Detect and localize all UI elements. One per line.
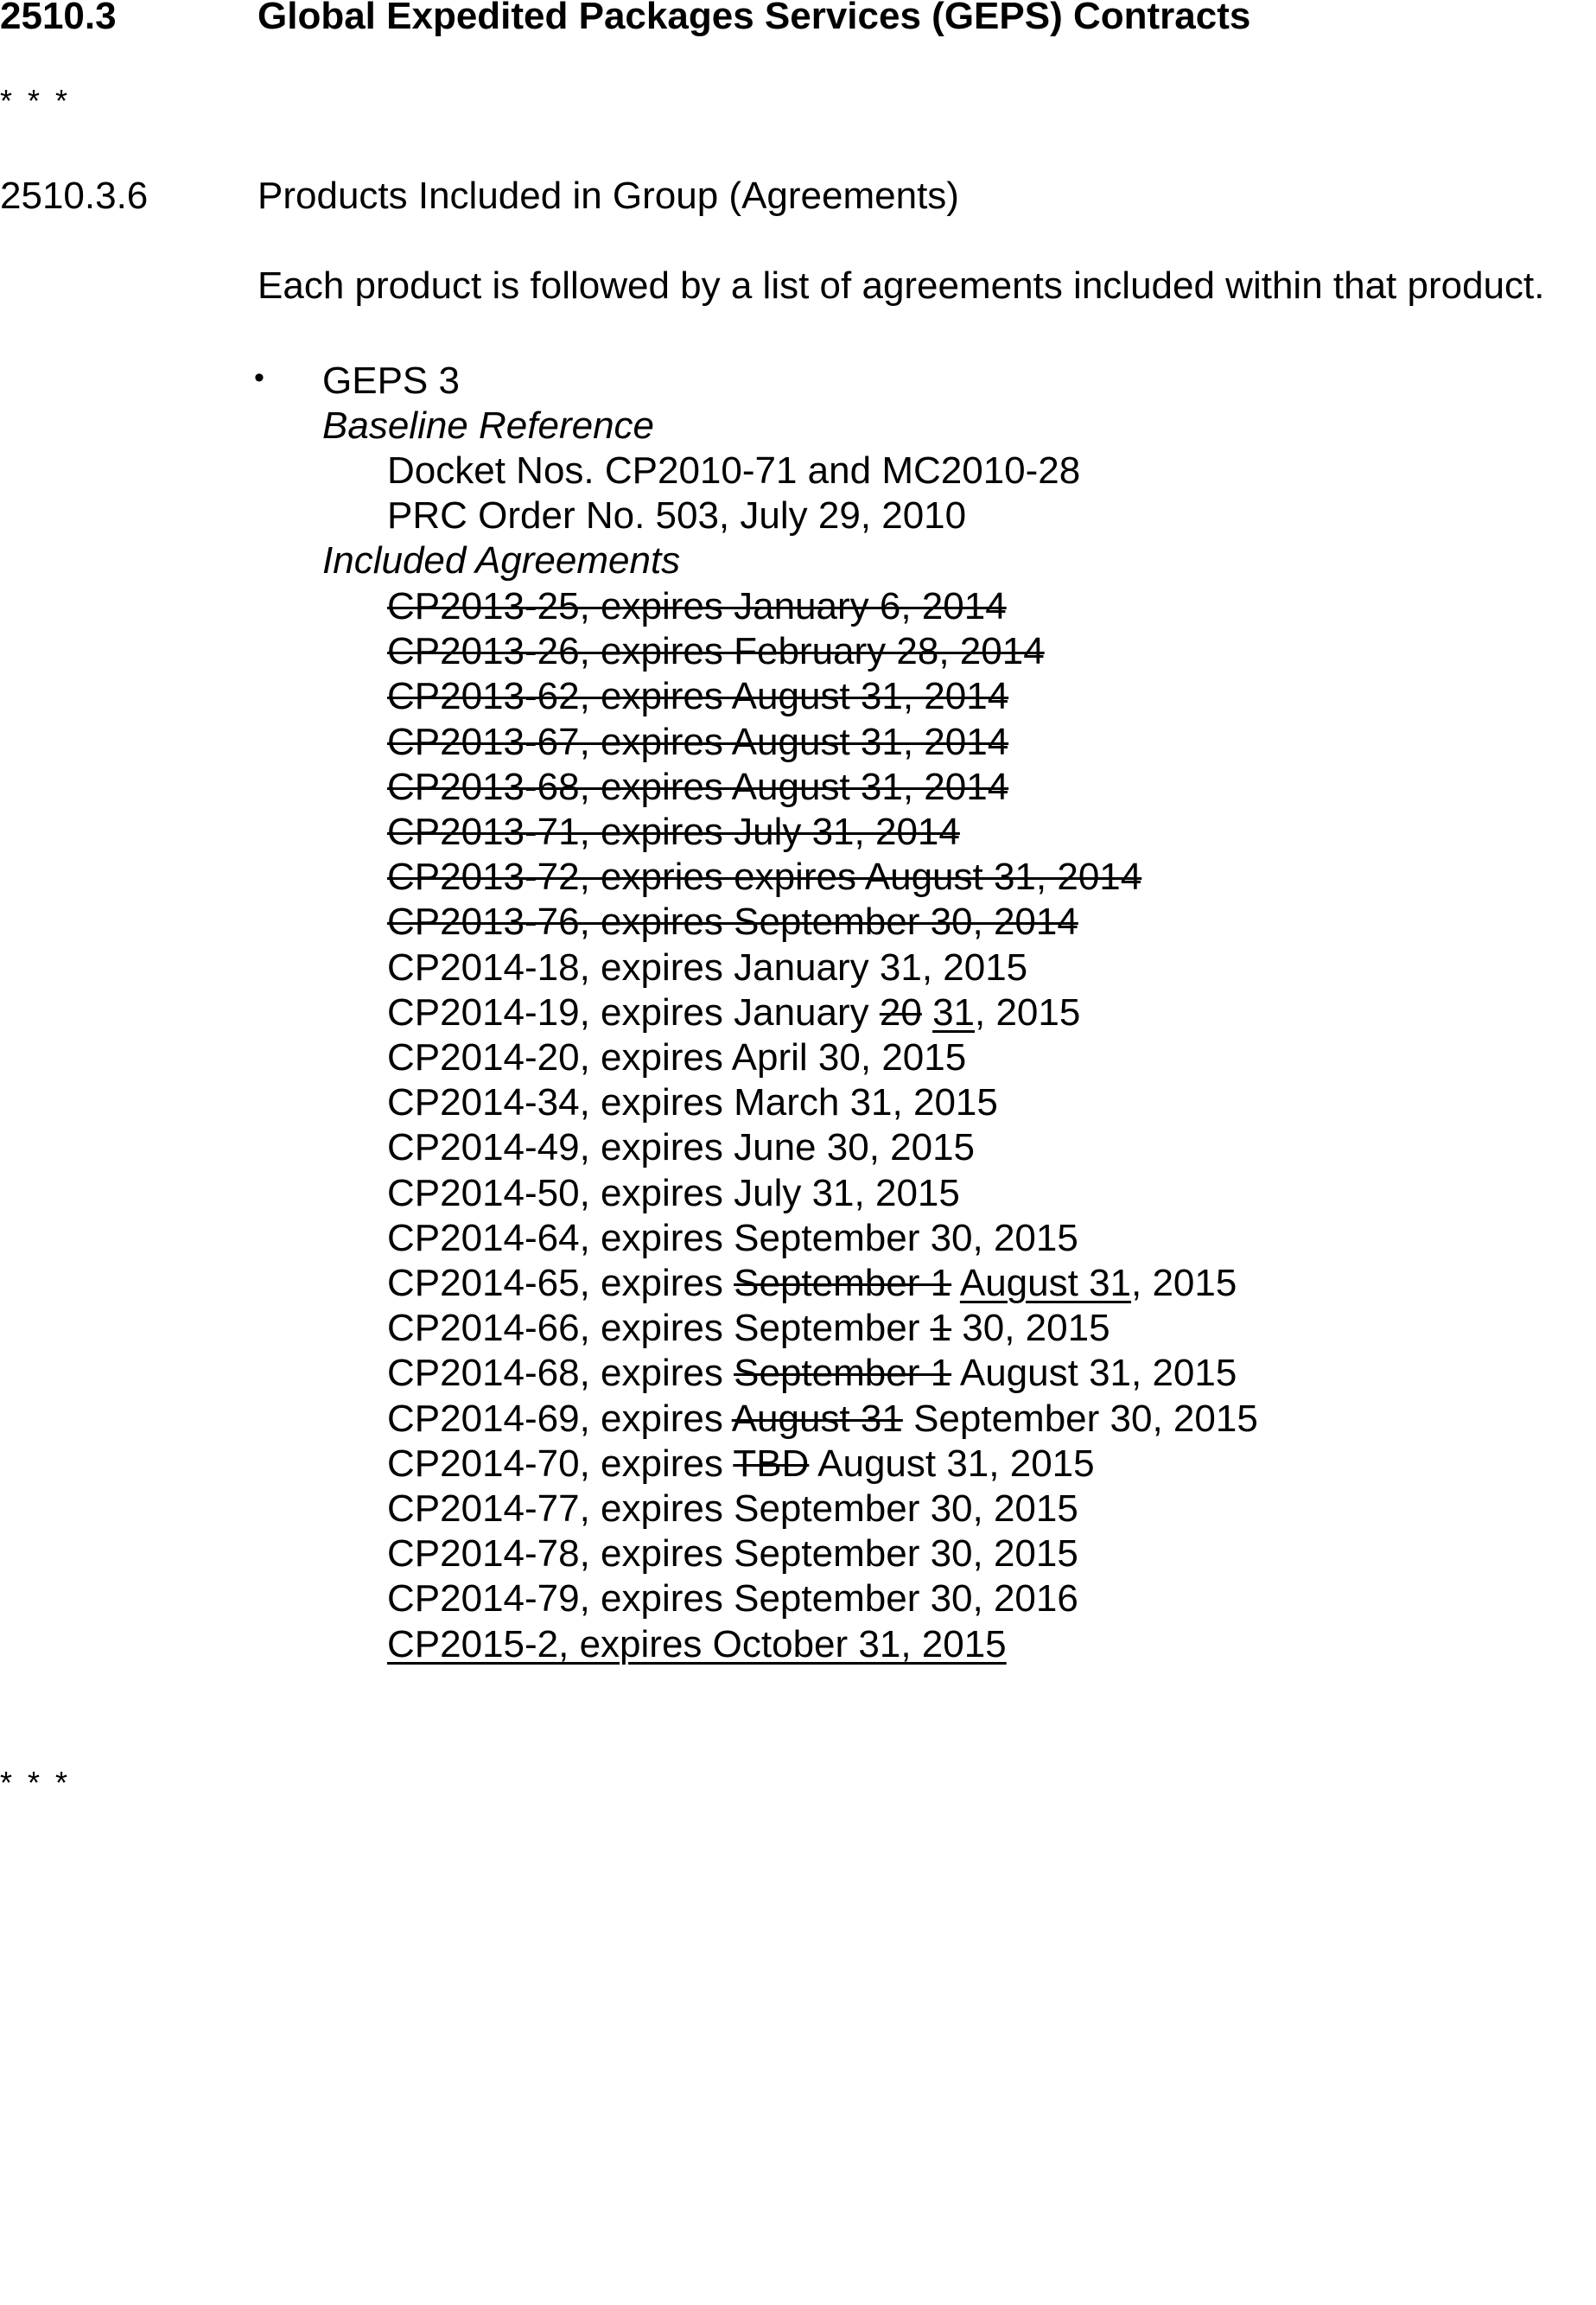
- agreement-text: 30, 2015: [951, 1307, 1110, 1350]
- separator-bottom: * * *: [0, 1765, 72, 1800]
- agreement-text: CP2014-70, expires: [387, 1442, 734, 1485]
- agreement-item: [387, 765, 1008, 810]
- agreement-item: [387, 900, 1078, 945]
- agreement-text: CP2014-65, expires: [387, 1262, 734, 1304]
- agreement-item: [387, 674, 1008, 719]
- agreement-text: CP2014-78, expires September 30, 2015: [387, 1532, 1078, 1576]
- agreement-text: CP2014-18, expires January 31, 2015: [387, 946, 1028, 989]
- section-number: 2510.3: [0, 0, 117, 37]
- agreement-text: CP2014-69, expires: [387, 1397, 732, 1440]
- agreement-text: August 31, 2015: [951, 1352, 1237, 1395]
- inserted-text: 31: [932, 990, 976, 1034]
- bullet-icon: •: [254, 361, 264, 394]
- included-agreements-label: Included Agreements: [322, 539, 681, 582]
- deleted-text: 20: [879, 990, 922, 1034]
- agreement-item: [387, 1125, 975, 1170]
- subsection-title: Products Included in Group (Agreements): [258, 175, 959, 217]
- deleted-text: 1: [930, 1307, 952, 1350]
- baseline-item: PRC Order No. 503, July 29, 2010: [387, 494, 967, 537]
- agreement-item: [387, 810, 960, 855]
- agreement-text: CP2014-50, expires July 31, 2015: [387, 1171, 960, 1214]
- agreement-item: [387, 1080, 998, 1125]
- deleted-text: TBD: [733, 1442, 810, 1485]
- deleted-text: CP2013-71, expires July 31, 2014: [387, 811, 960, 853]
- agreement-item: [387, 1035, 966, 1080]
- deleted-text: September 1: [734, 1352, 952, 1395]
- deleted-text: August 31: [731, 1397, 903, 1440]
- agreement-item: [387, 946, 1027, 990]
- agreement-text: [951, 1262, 960, 1304]
- deleted-text: CP2013-68, expires August 31, 2014: [387, 765, 1009, 808]
- inserted-text: CP2015-2, expires October 31, 2015: [387, 1622, 1007, 1665]
- deleted-text: CP2013-25, expires January 6, 2014: [387, 585, 1007, 627]
- agreement-item: [387, 855, 1141, 900]
- agreement-text: CP2014-79, expires September 30, 2016: [387, 1577, 1078, 1621]
- agreement-text: CP2014-64, expires September 30, 2015: [387, 1216, 1078, 1259]
- agreement-item: [387, 1442, 1095, 1487]
- agreement-text: CP2014-77, expires September 30, 2015: [387, 1487, 1078, 1530]
- agreement-item: [387, 1531, 1078, 1576]
- agreement-text: September 30, 2015: [902, 1397, 1258, 1440]
- agreement-text: CP2014-66, expires September: [387, 1307, 931, 1350]
- agreement-item: [387, 1487, 1078, 1531]
- deleted-text: CP2013-76, expires September 30, 2014: [387, 901, 1078, 944]
- subsection-intro: Each product is followed by a list of agreements included within that product.: [258, 264, 1545, 307]
- agreement-item: [387, 629, 1045, 674]
- deleted-text: CP2013-67, expires August 31, 2014: [387, 720, 1009, 763]
- deleted-text: September 1: [734, 1262, 952, 1304]
- agreement-text: , 2015: [1131, 1262, 1237, 1304]
- agreement-item: [387, 720, 1008, 765]
- agreement-text: CP2014-19, expires January: [387, 990, 880, 1034]
- agreement-item: [387, 1306, 1110, 1351]
- agreement-text: CP2014-49, expires June 30, 2015: [387, 1126, 976, 1169]
- agreement-text: CP2014-20, expires April 30, 2015: [387, 1036, 967, 1079]
- agreement-text: CP2014-68, expires: [387, 1352, 734, 1395]
- agreement-item: [387, 1622, 1007, 1667]
- agreement-text: [922, 991, 932, 1034]
- agreement-text: , 2015: [975, 990, 1081, 1034]
- section-title: Global Expedited Packages Services (GEPS) Contracts: [258, 0, 1251, 37]
- deleted-text: CP2013-72, expries expires August 31, 2014: [387, 856, 1142, 899]
- agreement-item: [387, 1397, 1258, 1442]
- agreement-item: [387, 1576, 1078, 1621]
- inserted-text: August 31: [959, 1262, 1132, 1304]
- agreement-text: August 31, 2015: [809, 1442, 1095, 1485]
- deleted-text: CP2013-26, expires February 28, 2014: [387, 630, 1045, 673]
- subsection-number: 2510.3.6: [0, 175, 149, 217]
- deleted-text: CP2013-62, expires August 31, 2014: [387, 675, 1009, 718]
- agreement-item: [387, 1351, 1237, 1396]
- separator-top: * * *: [0, 83, 72, 118]
- agreement-text: CP2014-34, expires March 31, 2015: [387, 1081, 998, 1124]
- agreement-item: [387, 990, 1080, 1035]
- agreement-item: [387, 1171, 960, 1216]
- agreement-item: [387, 1261, 1237, 1306]
- agreement-item: [387, 1216, 1078, 1261]
- product-name: GEPS 3: [322, 360, 460, 402]
- baseline-reference-label: Baseline Reference: [322, 404, 655, 447]
- baseline-item: Docket Nos. CP2010-71 and MC2010-28: [387, 449, 1081, 492]
- agreement-item: [387, 584, 1007, 629]
